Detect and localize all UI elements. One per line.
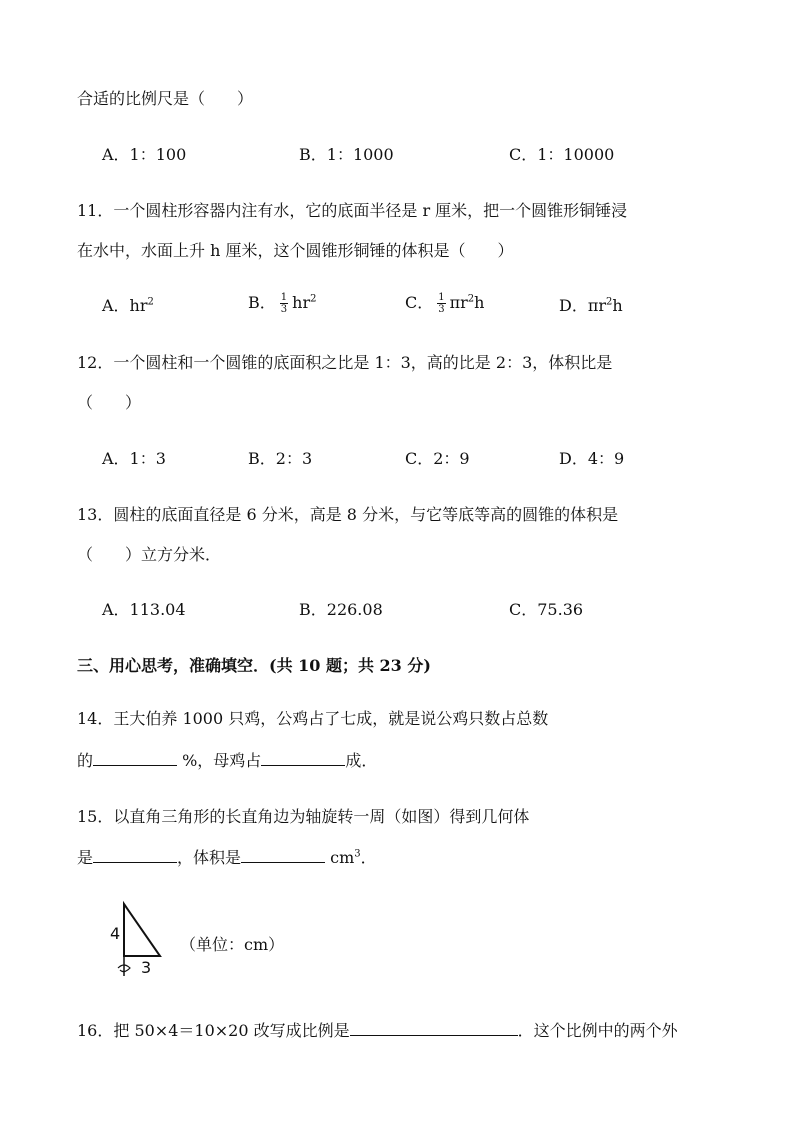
q14-blank-percent[interactable] [93,751,177,766]
q10-option-c: C．1：10000 [509,145,615,164]
q13-stem-line2: （ ）立方分米． [77,545,222,564]
q13-option-b: B．226.08 [299,600,383,619]
q15-stem-line2: 是 ，体积是 $cm^3$． [77,848,377,867]
q11-stem-line2: 在水中，水面上升 h 厘米，这个圆锥形铜锤的体积是（ ） [77,241,514,260]
q11-option-b: B． $\frac{1}{3}$ $hr^2$ [248,292,317,315]
figure-unit-note: （单位：cm） [180,935,285,954]
fraction-one-third: $\frac{1}{3}$ [280,292,288,315]
q11-option-c: C． $\frac{1}{3}$ $\pi r^2h$ [405,292,485,315]
q13-option-c: C．75.36 [509,600,584,619]
q10-option-a: A．1：100 [102,145,187,164]
q15-blank-volume[interactable] [241,848,325,863]
q12-option-b: B．2：3 [248,449,313,468]
q12-option-c: C．2：9 [405,449,470,468]
q15-stem-line1: 15．以直角三角形的长直角边为轴旋转一周（如图）得到几何体 [77,807,530,826]
figure-side-label: 4 [110,924,121,943]
q14-stem-line2: 的 %，母鸡占 成． [77,751,378,770]
figure-base-label: 3 [141,958,152,977]
section-3-heading: 三、用心思考，准确填空．(共 10 题；共 23 分) [77,656,431,675]
q10-stem: 合适的比例尺是（ ） [77,89,254,108]
q11-option-d: D．$\pi r^2h$ [559,296,623,315]
fraction-one-third: $\frac{1}{3}$ [438,292,445,315]
q16-stem-line1: 16．把 50×4＝10×20 改写成比例是 ．这个比例中的两个外 [77,1021,678,1040]
q12-option-a: A．1：3 [102,449,166,468]
q12-stem-line2: （ ） [77,393,142,412]
q14-blank-cheng[interactable] [261,751,345,766]
q13-stem-line1: 13．圆柱的底面直径是 6 分米，高是 8 分米，与它等底等高的圆锥的体积是 [77,505,619,524]
q11-stem-line1: 11．一个圆柱形容器内注有水，它的底面半径是 r 厘米，把一个圆锥形铜锤浸 [77,201,628,220]
q16-blank-proportion[interactable] [350,1021,518,1036]
q15-blank-solid[interactable] [93,848,177,863]
q12-stem-line1: 12．一个圆柱和一个圆锥的底面积之比是 1：3，高的比是 2：3，体积比是 [77,353,613,372]
q14-stem-line1: 14．王大伯养 1000 只鸡，公鸡占了七成，就是说公鸡只数占总数 [77,709,549,728]
q13-option-a: A．113.04 [102,600,186,619]
q12-option-d: D．4：9 [559,449,625,468]
triangle-shape [124,904,160,956]
q10-option-b: B．1：1000 [299,145,394,164]
q11-option-a: A．$hr^2$ [102,296,154,315]
